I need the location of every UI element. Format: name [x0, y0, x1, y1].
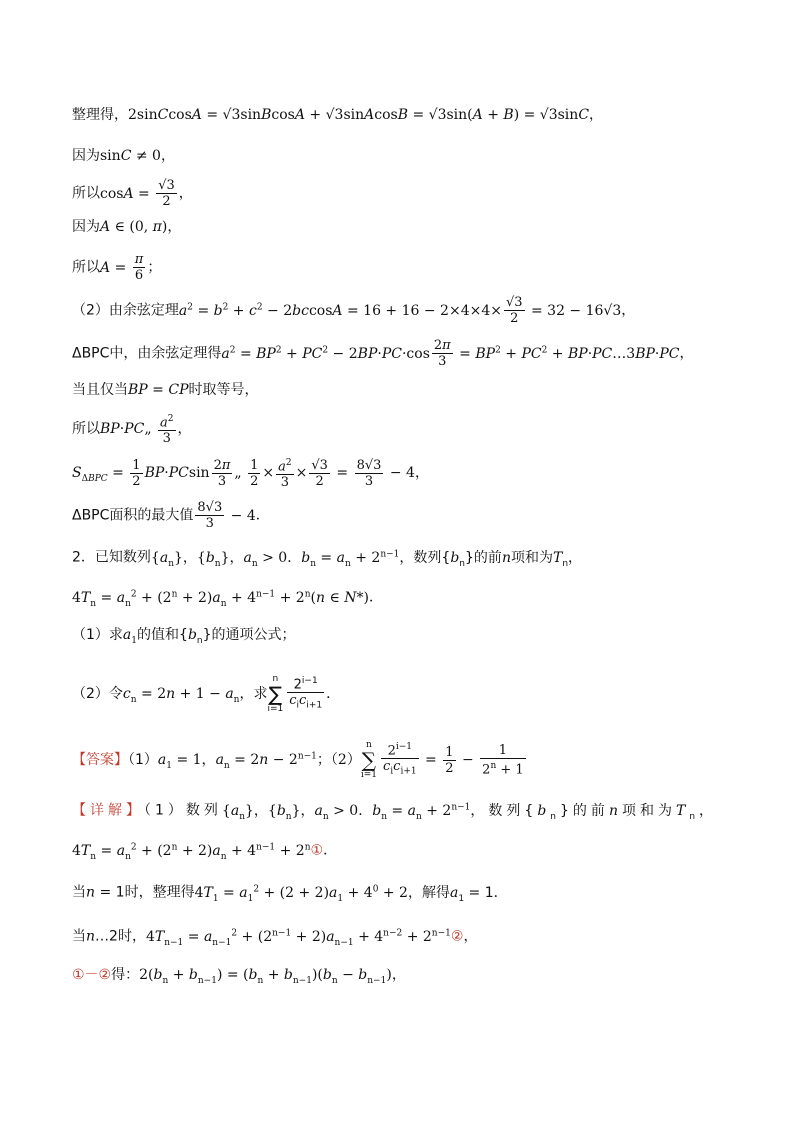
- line-14-suffix: 的值和$\{b_n\}$的通项公式；: [137, 627, 296, 646]
- line-12-suffix: ，数列$\{b_n\}$的前n项和为$T_n$，: [399, 549, 583, 569]
- line-21-suffix: ，: [391, 967, 406, 983]
- circle-2-marker: ②: [450, 928, 464, 945]
- detail-line-5: ①－②得：$2(b_n + b_{n-1}) = (b_n + b_{n-1})(b_n - b_{n-1})$，: [72, 967, 406, 986]
- line-6-suffix: ，: [621, 302, 636, 319]
- line-11-prefix: ΔBPC面积的最大值: [72, 507, 194, 524]
- line-6-math: $a^2 = b^2 + c^2 - 2bccosA = 16 + 16 - 2\times 4\times 4\times$ $\frac{√3}{2}$ = 32 − 16√3: [178, 295, 622, 326]
- solution-line-1: [72, 106, 603, 124]
- problem-2-statement: [72, 545, 582, 572]
- line-7-suffix: ，: [679, 345, 694, 362]
- line-3-prefix: 所以: [72, 185, 100, 202]
- line-1-prefix: 整理得，: [72, 107, 128, 123]
- detail-line-1: 【详解】（1）数列$\{a_n\}$，$\{b_n\}$，$a_n > 0$．$b_n = a_n + 2^{n-1}$，数列$\{b_n\}$的前n项和为$T_n$，: [72, 802, 718, 822]
- answer-label: 【答案】: [72, 752, 128, 768]
- solution-line-11: [72, 500, 270, 531]
- line-2-prefix: 因为: [72, 148, 100, 164]
- solution-line-10: [72, 456, 429, 490]
- line-15-prefix: （2）令: [72, 686, 123, 702]
- line-9-math: BP·PC„ $\frac{a^2}{3}$: [100, 414, 174, 447]
- problem-2-part-1: [72, 626, 296, 650]
- detail-line-2: $4T_n = a_n^2 + (2^n + 2)a_n + 4^{n-1}$ + $2^n①$．: [72, 842, 338, 862]
- solution-line-8: [72, 381, 259, 399]
- detail-label: 【详解】: [72, 802, 144, 819]
- line-2-suffix: ，: [160, 148, 175, 164]
- solution-line-2: [72, 147, 175, 165]
- line-4-suffix: ，: [167, 219, 182, 235]
- problem-2-part-2: [72, 674, 340, 714]
- line-3-suffix: ，: [178, 185, 193, 202]
- line-2-math: sinC ≠ 0: [100, 148, 161, 164]
- line-8-math: BP = CP: [128, 382, 189, 398]
- line-12-prefix: 2．已知数列: [72, 549, 151, 566]
- line-16-math: $a_1 = 1$，$a_n = 2n - 2^{n-1}$；（2）n ∑ i=1 $\frac{2^{i-1}}{c_ic_{i+1}}$ = $\frac{1}{2}$ − $\frac{1}{2^n + 1}$: [157, 740, 524, 780]
- line-10-suffix: ，: [414, 465, 429, 482]
- detail-line-4: 当n…2时，$4T_{n-1} = a_{n-1}^2 + (2^{n-1} + 2)a_{n-1} + 4^{n-2}$ + $2^{n-1}②$，: [72, 928, 478, 948]
- line-7-prefix: ΔBPC中，由余弦定理得: [72, 345, 222, 362]
- line-6-prefix: （2）由余弦定理: [72, 302, 179, 319]
- line-1-math: 2sinCcosA = √3sinBcosA + √3sinAcosB = √3sin(A + B) = √3sinC: [128, 107, 590, 123]
- line-13-math: $4T_n = a_n^2 + (2^n + 2)a_n + 4^{n-1} + 2^n(n$ ∈ N*): [72, 589, 369, 609]
- solution-line-7: [72, 338, 694, 369]
- line-9-prefix: 所以: [72, 421, 100, 438]
- line-20-math: $4T_{n-1} = a_{n-1}^2 + (2^{n-1} + 2)a_{n-1} + 4^{n-2} + 2^{n-1}$: [145, 928, 451, 948]
- line-11-suffix: ．: [255, 507, 270, 524]
- line-4-prefix: 因为: [72, 219, 100, 235]
- solution-line-6: [72, 295, 635, 326]
- line-14-prefix: （1）求: [72, 627, 123, 643]
- line-15-math: $c_n = 2n + 1 - a_n$: [122, 686, 240, 705]
- line-1-suffix: ，: [589, 107, 604, 123]
- line-8-prefix: 当且仅当: [72, 382, 128, 398]
- solution-line-5: [72, 252, 161, 283]
- line-4-math: A ∈ (0, π): [100, 219, 168, 235]
- circle-1-marker: ①: [310, 842, 324, 859]
- solution-line-3: [72, 178, 193, 209]
- line-8-suffix: 时取等号，: [188, 382, 259, 398]
- detail-line-3: 当n = 1时，整理得$4T_1 = a_1^2 + (2 + 2)a_1 + 4^0 + 2$，解得$a_1 = 1$．: [72, 884, 508, 904]
- line-17-math: $\{a_n\}$，$\{b_n\}$，$a_n > 0$．$b_n = a_n + 2^{n-1}$: [221, 802, 471, 822]
- line-5-math: A = $\frac{\pi}{6}$: [100, 252, 144, 283]
- line-10-math: $S_{\Delta BPC}$ = $\frac{1}{2}$ BP·PCsin $\frac{2\pi}{3}$ „ $\frac{1}{2}$ × $\frac{a^2}{3}$ × $\frac{√3}{2}$ = $\frac{8√3}{3}$ − 4: [72, 457, 415, 491]
- solution-line-4: [72, 218, 181, 236]
- line-18-math: $4T_n = a_n^2 + (2^n + 2)a_n + 4^{n-1} + 2^n$: [72, 842, 311, 862]
- line-21-math: $2(b_n + b_{n-1}) = (b_n + b_{n-1})(b_n - b_{n-1})$: [139, 967, 392, 986]
- line-5-prefix: 所以: [72, 259, 100, 276]
- problem-2-equation: [72, 585, 383, 612]
- line-5-suffix: ；: [147, 259, 162, 276]
- line-14-math: $a_1$: [122, 627, 138, 646]
- circle-1-minus-2-marker: ①－②: [72, 967, 112, 983]
- answer-line: 【答案】$(1)a_1 = 1$，$a_n = 2n - 2^{n-1}$；（2）n ∑ i=1 $\frac{2^{i-1}}{c_ic_{i+1}}$ = $\frac{1}{2}$ − $\frac{1}{2^n + 1}$: [72, 740, 528, 780]
- line-7-math: $a^2 = BP^2 + PC^2 - 2BP\cdot PC\cdot\cos$ $\frac{2\pi}{3}$ = $BP^2 + PC^2$ + BP·PC…3BP·PC: [221, 338, 680, 369]
- line-19-math: $4T_1 = a_1^2 + (2 + 2)a_1 + 4^0 + 2$: [194, 884, 408, 904]
- line-15-suffix: ，求n ∑ i=1 $\frac{2^{i-1}}{c_ic_{i+1}}$ ．: [239, 674, 341, 714]
- solution-line-9: [72, 412, 192, 446]
- line-9-suffix: ，: [177, 421, 192, 438]
- line-3-math: cosA = $\frac{√3}{2}$: [100, 178, 175, 209]
- line-11-math: $\frac{8√3}{3}$ − 4: [197, 500, 256, 531]
- line-13-suffix: ．: [369, 589, 383, 606]
- line-12-math: $\{a_n\}$，$\{b_n\}$，$a_n > 0$．$b_n = a_n + 2^{n-1}$: [150, 549, 400, 569]
